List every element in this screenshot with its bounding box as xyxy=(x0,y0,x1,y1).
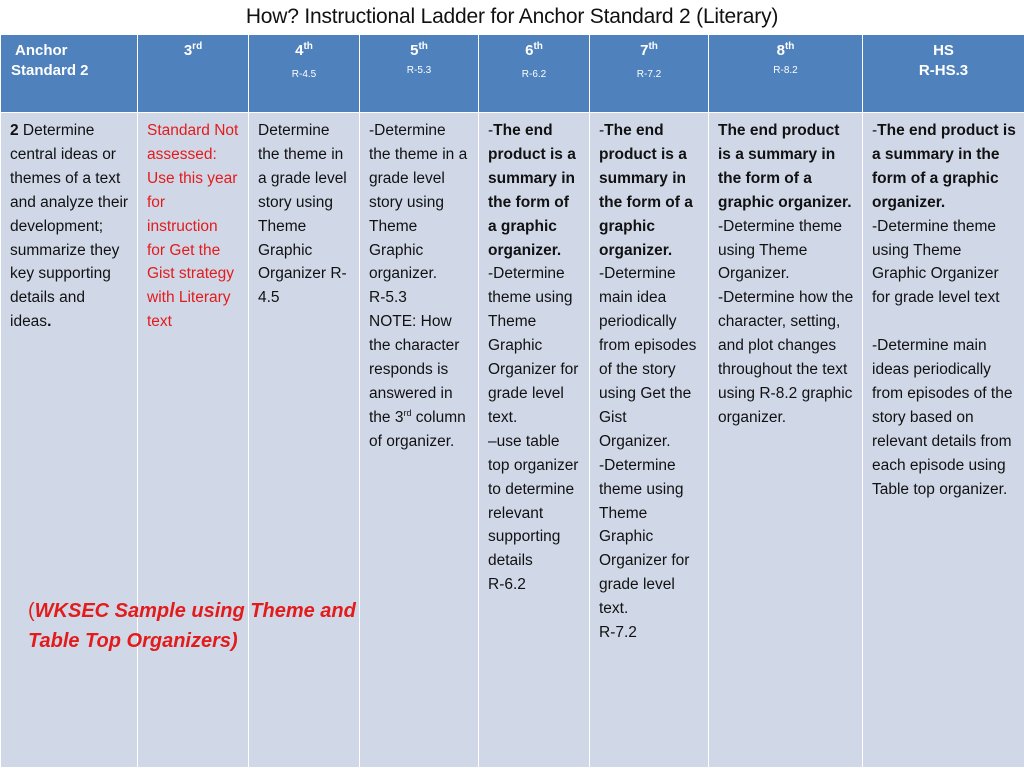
grade-5-suffix: rd xyxy=(403,407,412,418)
header-grade-7-number: 7 xyxy=(640,42,649,59)
cell-grade-6 xyxy=(479,113,590,768)
hs-summary: The end product is a summary in the form of a graphic organizer. xyxy=(872,122,1016,211)
cell-grade-8 xyxy=(709,113,863,768)
header-grade-7-code: R-7.2 xyxy=(636,69,662,80)
header-hs xyxy=(863,35,1024,113)
grade-6-dash: - xyxy=(488,122,494,139)
grade-8-details: -Determine theme using Theme Organizer. -Determine how the character, setting, and plot changes throughout the text using R-8.2 graphic organizer. xyxy=(718,217,854,426)
header-grade-8 xyxy=(709,35,863,113)
wksec-note-text: WKSEC Sample using Theme and Table Top Organizers) xyxy=(28,600,356,652)
grade-3-text: Standard Not assessed: Use this year for instruction for Get the Gist strategy with Literary text xyxy=(147,122,239,331)
grade-5-text xyxy=(369,119,470,454)
grade-7-dash: - xyxy=(599,122,605,139)
anchor-standard-text xyxy=(10,119,129,334)
header-grade-4-number: 4 xyxy=(295,42,304,59)
header-grade-5-suffix: th xyxy=(418,41,428,52)
cell-grade-5 xyxy=(360,113,479,768)
header-grade-4-suffix: th xyxy=(303,41,313,52)
cell-grade-3 xyxy=(138,113,249,768)
grade-8-summary: The end product is a summary in the form of a graphic organizer. xyxy=(718,122,852,211)
header-grade-6-code: R-6.2 xyxy=(521,69,547,80)
anchor-standard-description: Determine central ideas or themes of a text and analyze their development; summarize they key supporting details and ideas xyxy=(10,122,129,331)
cell-grade-4 xyxy=(249,113,360,768)
header-grade-7-suffix: th xyxy=(648,41,658,52)
header-grade-3-number: 3 xyxy=(183,42,193,59)
header-anchor-line1: Anchor xyxy=(15,42,68,59)
header-grade-3-suffix: rd xyxy=(192,41,203,52)
grade-6-details: -Determine theme using Theme Graphic Organizer for grade level text. –use table top organizer to determine relevant supporting details R-6.2 xyxy=(488,265,579,594)
grade-8-text xyxy=(718,119,854,430)
header-anchor-standard xyxy=(1,35,138,113)
hs-details: -Determine theme using Theme Graphic Organizer for grade level text -Determine main ideas periodically from episodes of the story based on relevant details from each episode using Table top organizer. xyxy=(872,217,1013,498)
grade-5-text-part-b: column of organizer. xyxy=(369,408,466,450)
grade-7-text xyxy=(599,119,700,645)
instructional-ladder-table xyxy=(0,34,1024,768)
header-grade-4-code: R-4.5 xyxy=(291,69,317,80)
header-grade-6 xyxy=(479,35,590,113)
header-grade-5 xyxy=(360,35,479,113)
anchor-standard-number: 2 xyxy=(10,122,19,139)
header-grade-8-suffix: th xyxy=(784,41,795,52)
header-row xyxy=(1,35,1024,113)
wksec-sample-note xyxy=(28,596,358,656)
header-grade-3 xyxy=(138,35,249,113)
header-grade-5-number: 5 xyxy=(410,42,419,59)
grade-7-details: -Determine main idea periodically from episodes of the story using Get the Gist Organizer. -Determine theme using Theme Graphic Organizer for grade level text. R-7.2 xyxy=(599,265,697,642)
header-grade-5-code: R-5.3 xyxy=(406,65,432,76)
wksec-note-open-paren: ( xyxy=(28,600,35,622)
cell-grade-7 xyxy=(590,113,709,768)
anchor-standard-period: . xyxy=(47,313,52,331)
cell-anchor-standard xyxy=(1,113,138,768)
grade-4-text: Determine the theme in a grade level story using Theme Graphic Organizer R-4.5 xyxy=(258,122,347,307)
slide-title: How? Instructional Ladder for Anchor Standard 2 (Literary) xyxy=(245,5,779,28)
cell-hs xyxy=(863,113,1024,768)
header-grade-8-number: 8 xyxy=(776,42,785,59)
grade-6-text xyxy=(488,119,581,597)
hs-text xyxy=(872,119,1016,502)
header-grade-6-suffix: th xyxy=(533,41,543,52)
header-grade-6-number: 6 xyxy=(525,42,534,59)
hs-dash: - xyxy=(872,122,878,139)
header-grade-8-code: R-8.2 xyxy=(773,65,798,76)
grade-7-summary: The end product is a summary in the form of a graphic organizer. xyxy=(599,122,693,259)
header-grade-7 xyxy=(590,35,709,113)
header-hs-label: HS xyxy=(933,42,954,59)
grade-6-summary: The end product is a summary in the form of a graphic organizer. xyxy=(488,122,576,259)
header-anchor-line2: Standard 2 xyxy=(11,62,89,79)
header-grade-4 xyxy=(249,35,360,113)
content-row xyxy=(1,113,1024,768)
grade-5-text-part-a: -Determine the theme in a grade level story using Theme Graphic organizer. R-5.3 NOTE: How the character responds is answered in the 3 xyxy=(369,122,468,426)
header-hs-code: R-HS.3 xyxy=(918,62,969,79)
